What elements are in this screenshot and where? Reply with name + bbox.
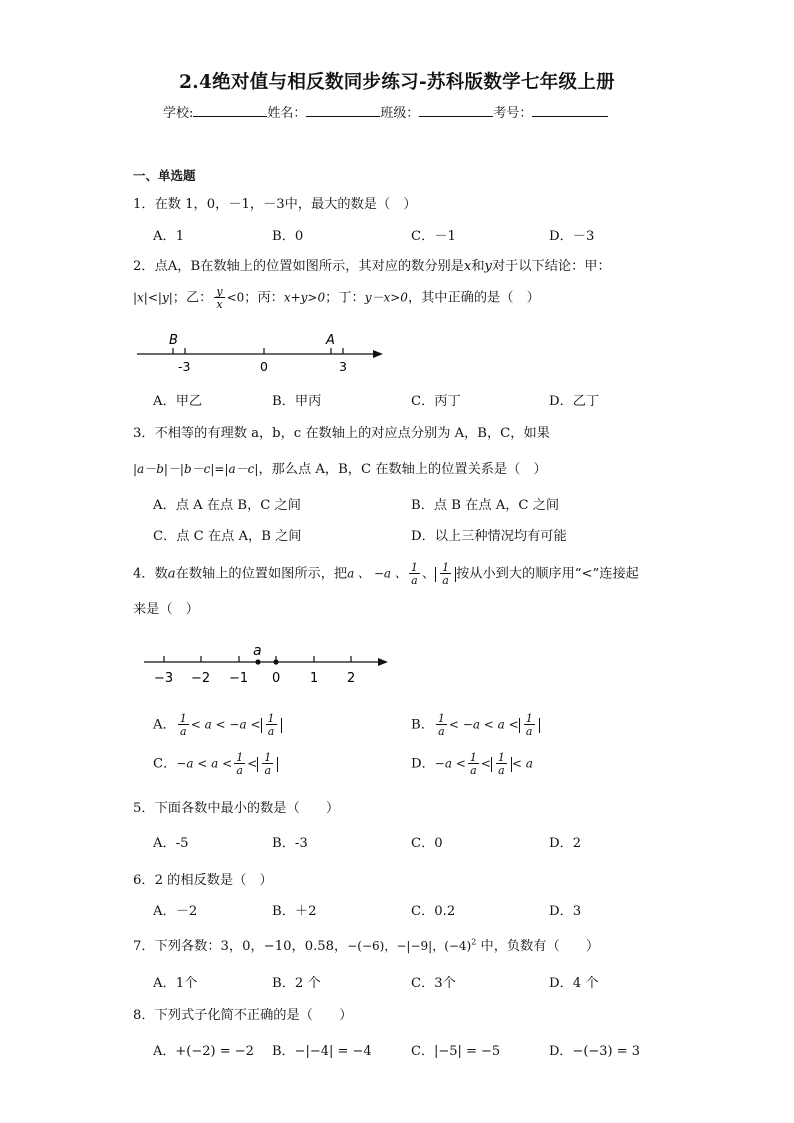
q7-option-a[interactable]: A．1个 <box>153 976 198 991</box>
q6-option-d[interactable]: D．3 <box>549 904 582 919</box>
q4-stem-line2: 来是（ ） <box>133 602 199 617</box>
q2-option-c[interactable]: C．丙丁 <box>411 394 461 409</box>
school-blank <box>193 104 267 117</box>
q7-option-b[interactable]: B．2 个 <box>272 976 321 991</box>
name-label: 姓名： <box>267 106 307 121</box>
origin-dot <box>273 659 278 664</box>
point-a-dot <box>255 659 260 664</box>
q1-option-a[interactable]: A．1 <box>153 229 185 244</box>
q5-stem: 5．下面各数中最小的数是（ ） <box>133 801 340 816</box>
q4-stem-line1: 4．数a在数轴上的位置如图所示，把a 、 −a 、 $\frac{1}{a}$ 、 $\frac{1}{a}$ 按从小到大的顺序用“<”连接起 <box>133 561 639 587</box>
name-blank <box>306 104 380 117</box>
q2-option-b[interactable]: B．甲丙 <box>272 394 322 409</box>
tick-label: 1 <box>310 671 319 686</box>
q2-option-d[interactable]: D．乙丁 <box>549 394 600 409</box>
student-info <box>163 102 608 121</box>
q8-stem: 8．下列式子化简不正确的是（ ） <box>133 1008 353 1023</box>
q6-stem: 6．2 的相反数是（ ） <box>133 873 273 888</box>
tick-label: −1 <box>229 671 249 686</box>
point-b-label: B <box>169 333 178 348</box>
tick-label: -3 <box>178 359 191 374</box>
q6-option-b[interactable]: B．＋2 <box>272 904 317 919</box>
q7-expr: −(−6)，−|−9|，(−4) <box>347 939 472 953</box>
q5-option-a[interactable]: A．-5 <box>153 836 189 851</box>
point-a-label: a <box>253 643 262 659</box>
q2-yi-fraction: $\frac{y}{x}$ <box>216 285 223 311</box>
q1-option-b[interactable]: B．0 <box>272 229 304 244</box>
school-label: 学校: <box>163 106 194 121</box>
q4-abs-frac: $\frac{1}{a}$ <box>442 561 450 587</box>
tick-label: 3 <box>339 359 347 374</box>
q3-option-b[interactable]: B．点 B 在点 A，C 之间 <box>411 498 560 513</box>
q1-option-d[interactable]: D．－3 <box>549 229 595 244</box>
q2-number-line <box>133 328 388 378</box>
q8-option-b[interactable]: B．−|−4| = −4 <box>272 1044 372 1059</box>
q1-stem: 1．在数 1，0，－1，－3中，最大的数是（ ） <box>133 197 417 212</box>
tick-label: 0 <box>272 671 281 686</box>
q3-expr: |a－b|－|b－c|=|a－c| <box>133 462 259 476</box>
q2-stem-line1: 2．点A，B在数轴上的位置如图所示，其对应的数分别是x和y对于以下结论：甲： <box>133 259 611 274</box>
q3-option-c[interactable]: C．点 C 在点 A，B 之间 <box>153 529 302 544</box>
q4-frac-1-a: $\frac{1}{a}$ <box>410 561 418 587</box>
point-a-label: A <box>326 333 335 348</box>
exam-no-blank <box>532 104 608 117</box>
q7-stem: 7．下列各数：3，0，−10，0.58，−(−6)，−|−9|，$(-4)^2$ 中，负数有（ ） <box>133 937 600 954</box>
class-blank <box>419 104 493 117</box>
q2-stem-line2: |x|<|y|；乙： $\frac{y}{x}$ <0；丙：x+y>0；丁：y－x>0，其中正确的是（ ） <box>133 285 540 311</box>
arrow-icon <box>373 350 383 358</box>
tick-label: 0 <box>260 359 268 374</box>
q3-stem-line1: 3．不相等的有理数 a，b，c 在数轴上的对应点分别为 A，B，C，如果 <box>133 426 550 441</box>
q1-option-c[interactable]: C．－1 <box>411 229 456 244</box>
q5-option-c[interactable]: C．0 <box>411 836 443 851</box>
q4-option-b[interactable]: B． $\frac{1}{a}$ < −a < a < $\frac{1}{a}$ <box>411 713 540 737</box>
q7-option-d[interactable]: D．4 个 <box>549 976 599 991</box>
q6-option-a[interactable]: A．－2 <box>153 904 198 919</box>
q4-option-c[interactable]: C．−a < a < $\frac{1}{a}$ < $\frac{1}{a}$ <box>153 752 278 776</box>
q5-option-b[interactable]: B．-3 <box>272 836 308 851</box>
q3-option-a[interactable]: A．点 A 在点 B，C 之间 <box>153 498 301 513</box>
exam-no-label: 考号： <box>493 106 533 121</box>
q2-jia-expr: |x|<|y| <box>133 290 173 305</box>
q3-option-d[interactable]: D．以上三种情况均有可能 <box>411 529 567 544</box>
q3-stem-line2: |a－b|－|b－c|=|a－c|，那么点 A，B，C 在数轴上的位置关系是（ ） <box>133 462 547 477</box>
q2-option-a[interactable]: A．甲乙 <box>153 394 203 409</box>
class-label: 班级： <box>380 106 420 121</box>
q4-option-a[interactable]: A． $\frac{1}{a}$ < a < −a < $\frac{1}{a}$ <box>153 713 282 737</box>
tick-label: 2 <box>347 671 356 686</box>
q8-option-a[interactable]: A．+(−2) = −2 <box>153 1044 254 1059</box>
arrow-icon <box>378 658 388 666</box>
q4-number-line <box>140 643 392 689</box>
q8-option-d[interactable]: D．−(−3) = 3 <box>549 1044 641 1059</box>
q7-option-c[interactable]: C．3个 <box>411 976 456 991</box>
tick-label: −3 <box>154 671 174 686</box>
q6-option-c[interactable]: C．0.2 <box>411 904 456 919</box>
tick-label: −2 <box>191 671 211 686</box>
section-title: 一、单选题 <box>133 168 196 183</box>
page-title: 2.4绝对值与相反数同步练习-苏科版数学七年级上册 <box>179 72 615 93</box>
q8-option-c[interactable]: C．|−5| = −5 <box>411 1044 501 1059</box>
q4-option-d[interactable]: D．−a < $\frac{1}{a}$ < $\frac{1}{a}$ < a <box>411 751 533 777</box>
q5-option-d[interactable]: D．2 <box>549 836 582 851</box>
